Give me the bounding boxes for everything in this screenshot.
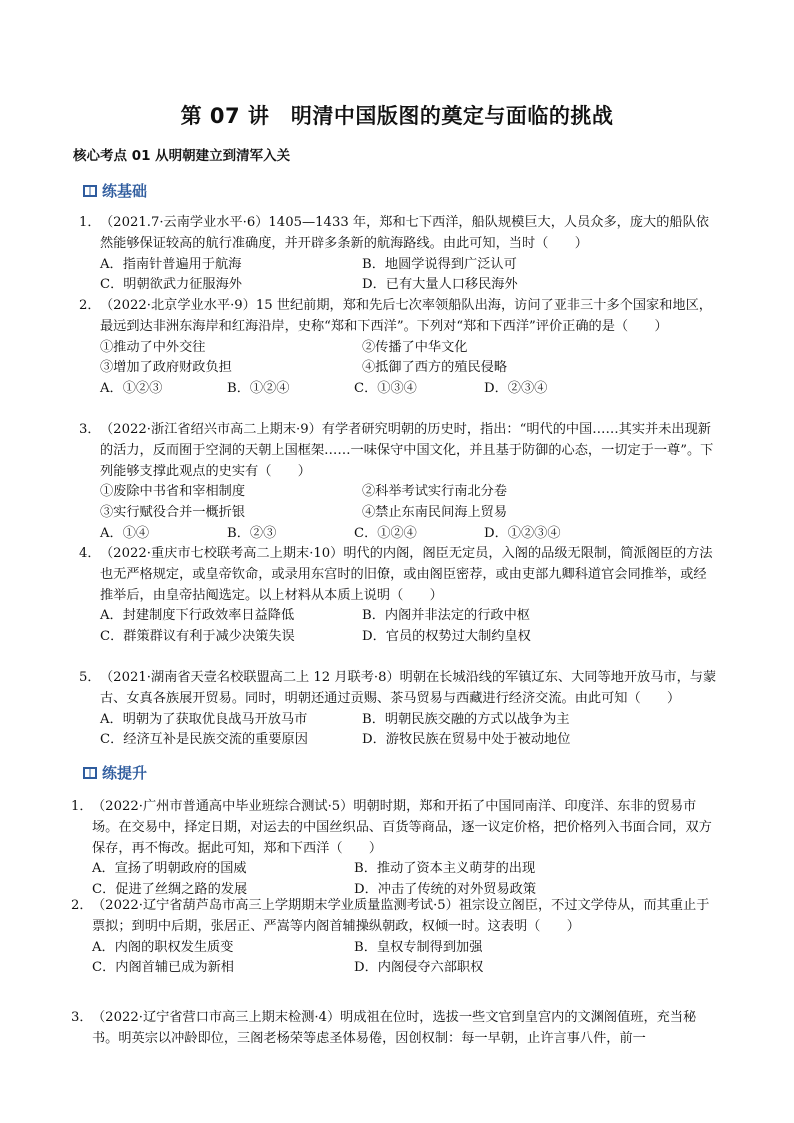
options <box>79 524 719 545</box>
statement: ③实行赋役合并一概折银 <box>100 505 246 521</box>
book-icon <box>82 766 98 780</box>
option-b: B．②③ <box>227 525 277 541</box>
statement: ④禁止东南民间海上贸易 <box>362 505 508 521</box>
statement: ②传播了中华文化 <box>362 339 468 355</box>
statement: ③增加了政府财政负担 <box>100 360 232 376</box>
question <box>71 1008 719 1050</box>
option-d: D．游牧民族在贸易中处于被动地位 <box>362 732 571 748</box>
statements <box>79 338 719 380</box>
statement: ②科举考试实行南北分卷 <box>362 484 508 500</box>
question-stem: （2022·重庆市七校联考高二上期末·10）明代的内阁，阁臣无定员，入阁的品级无限制，简派阁臣的方法也无严格规定，或皇帝钦命，或录用东宫时的旧僚，或由阁臣密荐，或由吏部九卿科道官会同推举，或经推举后，由皇帝拈阄选定。以上材料从本质上说明（ ） <box>100 546 713 603</box>
question <box>79 296 719 400</box>
section-heading-basic <box>82 180 147 201</box>
option-d: D．已有大量人口移民海外 <box>362 277 518 293</box>
option-b: B．地圆学说得到广泛认可 <box>362 256 517 272</box>
question-number: 1． <box>79 215 101 230</box>
option-b: B．明朝民族交融的方式以战争为主 <box>362 711 570 727</box>
option-d: D．内阁侵夺六部职权 <box>354 960 484 976</box>
option-b: B．皇权专制得到加强 <box>354 939 483 955</box>
option-b: B．①②④ <box>227 381 290 397</box>
question-stem: （2021.7·云南学业水平·6）1405—1433 年，郑和七下西洋，船队规模巨大，人员众多，庞大的船队依然能够保证较高的航行准确度，并开辟多条新的航海路线。由此可知，当时（ ） <box>100 215 709 251</box>
question <box>71 896 719 979</box>
option-c: C．明朝欲武力征服海外 <box>100 277 242 293</box>
question-stem: （2022·辽宁省葫芦岛市高三上学期期末学业质量监测考试·5）祖宗设立阁臣，不过文学侍从，而其重止于票拟；到明中后期，张居正、严嵩等内阁首辅操纵朝政，权倾一时。这表明（ ） <box>92 898 710 934</box>
question-stem: （2022·广州市普通高中毕业班综合测试·5）明朝时期，郑和开拓了中国同南洋、印度洋、东非的贸易市场。在交易中，择定日期，对运去的中国丝织品、百货等商品，逐一议定价格，把价格列入书面合同，双方保存，再不悔改。据此可知，郑和下西洋（ ） <box>92 799 712 856</box>
option-c: C．促进了丝绸之路的发展 <box>92 882 248 898</box>
statement: ①废除中书省和宰相制度 <box>100 484 246 500</box>
question-number: 2． <box>71 898 93 913</box>
option-a: A．①④ <box>100 525 150 541</box>
section-heading-advanced <box>82 762 147 783</box>
question-number: 2． <box>79 298 101 313</box>
question-number: 1． <box>71 799 93 814</box>
option-a: A．①②③ <box>100 381 163 397</box>
question-stem: （2022·北京学业水平·9）15 世纪前期，郑和先后七次率领船队出海，访问了亚非三十多个国家和地区，最远到达非洲东海岸和红海沿岸，史称“郑和下西洋”。下列对“郑和下西洋”评价正确的是（ ） <box>100 298 712 334</box>
option-a: A．明朝为了获取优良战马开放马市 <box>100 711 308 727</box>
options <box>79 710 719 752</box>
options <box>79 255 719 297</box>
question-number: 3． <box>71 1010 93 1025</box>
options <box>79 379 719 400</box>
question <box>79 420 719 545</box>
option-d: D．官员的权势过大制约皇权 <box>362 629 531 645</box>
option-d: D．②③④ <box>484 381 548 397</box>
option-b: B．推动了资本主义萌芽的出现 <box>354 861 536 877</box>
question-number: 5． <box>79 670 101 685</box>
topic-heading: 核心考点 01 从明朝建立到清军入关 <box>73 148 291 164</box>
option-d: D．①②③④ <box>484 525 561 541</box>
option-a: A．宣扬了明朝政府的国威 <box>92 861 247 877</box>
page-title: 第 07 讲 明清中国版图的奠定与面临的挑战 <box>180 104 614 128</box>
option-c: C．①②④ <box>354 525 417 541</box>
statements <box>79 482 719 524</box>
option-d: D．冲击了传统的对外贸易政策 <box>354 882 537 898</box>
options <box>71 859 719 901</box>
option-b: B．内阁并非法定的行政中枢 <box>362 608 530 624</box>
statement: ①推动了中外交往 <box>100 339 206 355</box>
option-c: C．①③④ <box>354 381 417 397</box>
book-icon <box>82 184 98 198</box>
question-number: 4． <box>79 546 101 561</box>
option-a: A．指南针普遍用于航海 <box>100 256 242 272</box>
option-a: A．封建制度下行政效率日益降低 <box>100 608 295 624</box>
option-c: C．群策群议有利于减少决策失误 <box>100 629 295 645</box>
question-stem: （2021·湖南省天壹名校联盟高二上 12 月联考·8）明朝在长城沿线的军镇辽东、大同等地开放马市，与蒙古、女真各族展开贸易。同时，明朝还通过贡赐、茶马贸易与西藏进行经济交流。由此可知（ ） <box>100 670 717 706</box>
options <box>79 606 719 648</box>
statement: ④抵御了西方的殖民侵略 <box>362 360 508 376</box>
question <box>79 213 719 296</box>
question <box>71 797 719 901</box>
question-number: 3． <box>79 422 101 437</box>
section-heading-text: 练提升 <box>102 764 148 782</box>
question-stem: （2022·辽宁省营口市高三上期末检测·4）明成祖在位时，选拔一些文官到皇宫内的文渊阁值班，充当秘书。明英宗以冲龄即位，三阁老杨荣等虑圣体易倦，因创权制：每一早朝，止许言事八件，前一 <box>92 1010 697 1046</box>
option-c: C．经济互补是民族交流的重要原因 <box>100 732 308 748</box>
section-heading-text: 练基础 <box>102 182 148 200</box>
question <box>79 544 719 648</box>
option-c: C．内阁首辅已成为新相 <box>92 960 234 976</box>
option-a: A．内阁的职权发生质变 <box>92 939 234 955</box>
question-stem: （2022·浙江省绍兴市高二上期末·9）有学者研究明朝的历史时，指出：“明代的中国……其实并未出现新的活力，反而囿于空洞的天朝上国框架……一味保守中国文化，并且基于防御的心态，一切定于一尊”。下列能够支撑此观点的史实有（ ） <box>100 422 714 479</box>
question <box>79 668 719 751</box>
options <box>71 938 719 980</box>
